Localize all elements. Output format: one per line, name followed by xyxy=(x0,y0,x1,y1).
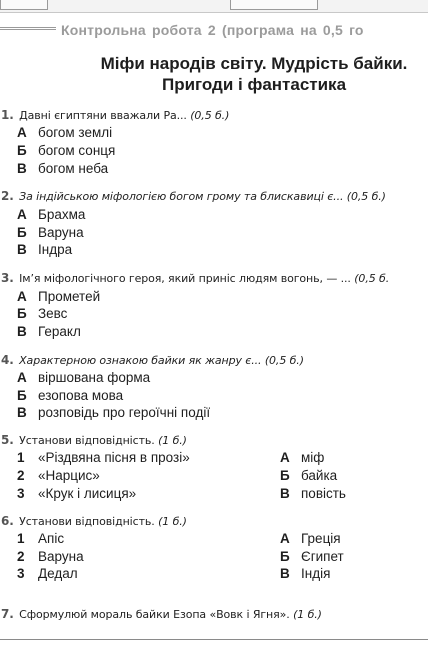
question-text: Сформулюй мораль байки Езопа «Вовк і Ягня». xyxy=(19,608,290,621)
cropped-box xyxy=(230,0,318,10)
option-text: Варуна xyxy=(38,225,84,240)
item-number: 2 xyxy=(17,468,25,483)
option-text: богом неба xyxy=(38,161,109,176)
page-title-line-1: Міфи народів світу. Мудрість байки. xyxy=(100,54,408,73)
item-text: Дедал xyxy=(38,566,78,581)
question-number: 1. xyxy=(1,108,14,122)
option xyxy=(17,388,123,403)
option-letter: А xyxy=(17,207,27,222)
question-text: Ім’я міфологічного героя, який приніс людям вогонь, — ... xyxy=(19,272,351,285)
question-points: (1 б.) xyxy=(158,515,187,528)
item-text: Апіс xyxy=(38,531,65,546)
question-number: 5. xyxy=(1,433,14,447)
option-letter: А xyxy=(17,289,27,304)
option-text: Греція xyxy=(301,531,341,546)
option-letter: Б xyxy=(280,468,290,483)
match-right-item xyxy=(280,566,330,581)
match-left-item xyxy=(17,468,100,483)
question-1 xyxy=(1,108,229,122)
question-text: Давні єгиптяни вважали Ра... xyxy=(19,109,187,122)
item-text: «Крук і лисиця» xyxy=(38,486,137,501)
option xyxy=(17,405,210,420)
match-right-item xyxy=(280,468,337,483)
option xyxy=(17,242,72,257)
question-3 xyxy=(1,271,389,285)
option xyxy=(17,143,115,158)
question-points: (0,5 б.) xyxy=(190,109,230,122)
option xyxy=(17,125,112,140)
question-number: 6. xyxy=(1,514,14,528)
option xyxy=(17,289,100,304)
answer-line xyxy=(0,639,428,640)
question-text: Характерною ознакою байки як жанру є... xyxy=(19,354,262,367)
item-text: «Різдвяна пісня в прозі» xyxy=(38,450,190,465)
question-number: 2. xyxy=(1,189,14,203)
item-number: 1 xyxy=(17,531,25,546)
option-letter: Б xyxy=(17,143,27,158)
question-number: 4. xyxy=(1,353,14,367)
option-letter: Б xyxy=(280,549,290,564)
option-text: Індія xyxy=(301,566,331,581)
previous-page-strip xyxy=(0,0,428,13)
question-text: Установи відповідність. xyxy=(19,515,155,528)
option-text: Зевс xyxy=(38,306,68,321)
option xyxy=(17,207,85,222)
question-7 xyxy=(1,607,322,621)
option-text: Індра xyxy=(38,242,73,257)
option xyxy=(17,161,108,176)
option-letter: В xyxy=(17,242,27,257)
option-letter: В xyxy=(17,324,27,339)
option-letter: В xyxy=(17,405,27,420)
option-letter: А xyxy=(280,531,290,546)
match-left-item xyxy=(17,486,136,501)
option xyxy=(17,370,150,385)
option-letter: В xyxy=(17,161,27,176)
option-text: повість xyxy=(301,486,346,501)
option-letter: Б xyxy=(17,225,27,240)
option xyxy=(17,306,67,321)
page-title-line-2: Пригоди і фантастика xyxy=(161,75,347,94)
question-4 xyxy=(1,353,304,367)
match-right-item xyxy=(280,486,346,501)
question-5 xyxy=(1,433,187,447)
option-letter: А xyxy=(280,450,290,465)
test-header: Контрольна робота 2 (програма на 0,5 го xyxy=(61,22,364,38)
option-letter: Б xyxy=(17,306,27,321)
match-left-item xyxy=(17,531,64,546)
option-text: Брахма xyxy=(38,207,86,222)
question-points: (0,5 б.) xyxy=(346,190,386,203)
item-number: 3 xyxy=(17,486,25,501)
question-points: (0,5 б. xyxy=(354,272,390,285)
question-points: (0,5 б.) xyxy=(264,354,304,367)
option-text: байка xyxy=(301,468,338,483)
item-number: 3 xyxy=(17,566,25,581)
cropped-box xyxy=(0,0,48,10)
option xyxy=(17,225,84,240)
question-points: (1 б.) xyxy=(293,608,322,621)
question-points: (1 б.) xyxy=(158,434,187,447)
option-letter: Б xyxy=(17,388,27,403)
match-left-item xyxy=(17,549,84,564)
question-2 xyxy=(1,189,386,203)
question-number: 3. xyxy=(1,271,14,285)
option-text: віршована форма xyxy=(38,370,151,385)
option-text: міф xyxy=(301,450,325,465)
match-left-item xyxy=(17,450,190,465)
item-text: «Нарцис» xyxy=(38,468,100,483)
option-letter: А xyxy=(17,370,27,385)
option-text: езопова мова xyxy=(38,388,124,403)
option-text: богом сонця xyxy=(38,143,116,158)
match-right-item xyxy=(280,450,324,465)
option-text: Єгипет xyxy=(301,549,344,564)
item-number: 1 xyxy=(17,450,25,465)
option-letter: А xyxy=(17,125,27,140)
option-text: Прометей xyxy=(38,289,101,304)
match-left-item xyxy=(17,566,78,581)
item-number: 2 xyxy=(17,549,25,564)
question-number: 7. xyxy=(1,607,14,621)
question-6 xyxy=(1,514,187,528)
match-right-item xyxy=(280,531,341,546)
option-text: богом землі xyxy=(38,125,113,140)
question-text: Установи відповідність. xyxy=(19,434,155,447)
match-right-item xyxy=(280,549,344,564)
option-text: розповідь про героїчні події xyxy=(38,405,211,420)
header-rule xyxy=(0,27,56,30)
item-text: Варуна xyxy=(38,549,84,564)
question-text: За індійською міфологією богом грому та блискавиці є... xyxy=(19,190,344,203)
option xyxy=(17,324,81,339)
option-text: Геракл xyxy=(38,324,81,339)
option-letter: В xyxy=(280,486,290,501)
option-letter: В xyxy=(280,566,290,581)
